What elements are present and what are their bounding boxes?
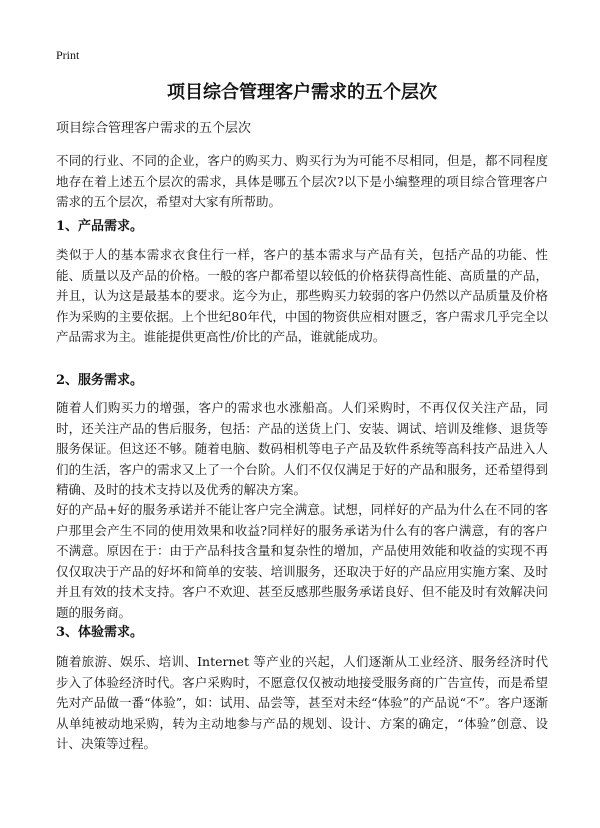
section-product-paragraph: 类似于人的基本需求衣食住行一样，客户的基本需求与产品有关，包括产品的功能、性能、质量以及产品的价格。一般的客户都希望以较低的价格获得高性能、高质量的产品，并且，认为这是最基本的要求。迄今为止，那些购买力较弱的客户仍然以产品质量及价格作为采购的主要依据。上个世纪80年代，中国的物资供应相对匮乏，客户需求几乎完全以产品需求为主。谁能提供更高性/价比的产品，谁就能成功。	[56, 247, 548, 344]
document-subtitle: 项目综合管理客户需求的五个层次	[56, 121, 252, 136]
section-experience-paragraph: 随着旅游、娱乐、培训、Internet 等产业的兴起，人们逐渐从工业经济、服务经济时代步入了体验经济时代。客户采购时，不愿意仅仅被动地接受服务商的广告宣传，而是希望先对产品做一番“体验”，如：试用、品尝等，甚至对未经“体验”的产品说“不”。客户逐渐从单纯被动地采购，转为主动地参与产品的规划、设计、方案的确定，“体验”创意、设计、决策等过程。	[56, 654, 548, 751]
section-service-paragraph-1: 随着人们购买力的增强，客户的需求也水涨船高。人们采购时，不再仅仅关注产品，同时，还关注产品的售后服务，包括：产品的送货上门、安装、调试、培训及维修、退货等服务保证。但这还不够。随着电脑、数码相机等电子产品及软件系统等高科技产品进入人们的生活，客户的需求又上了一个台阶。人们不仅仅满足于好的产品和服务，还希望得到精确、及时的技术支持以及优秀的解决方案。	[56, 400, 548, 497]
print-label: Print	[56, 48, 80, 62]
section-heading-experience: 3、体验需求。	[56, 625, 144, 640]
intro-paragraph: 不同的行业、不同的企业，客户的购买力、购买行为为可能不尽相同，但是，都不同程度地存在着上述五个层次的需求，具体是哪五个层次?以下是小编整理的项目综合管理客户需求的五个层次，希望对大家有所帮助。	[56, 153, 548, 209]
section-heading-product: 1、产品需求。	[56, 219, 144, 234]
section-heading-service: 2、服务需求。	[56, 373, 144, 388]
section-service-paragraph-2: 好的产品+好的服务承诺并不能让客户完全满意。试想，同样好的产品为什么在不同的客户那里会产生不同的使用效果和收益?同样好的服务承诺为什么有的客户满意，有的客户不满意。原因在于：由于产品科技含量和复杂性的增加，产品使用效能和收益的实现不再仅仅取决于产品的好坏和简单的安装、培训服务，还取决于好的产品应用实施方案、及时并且有效的技术支持。客户不欢迎、甚至反感那些服务承诺良好、但不能及时有效解决问题的服务商。	[56, 502, 548, 620]
page-title: 项目综合管理客户需求的五个层次	[167, 82, 437, 103]
